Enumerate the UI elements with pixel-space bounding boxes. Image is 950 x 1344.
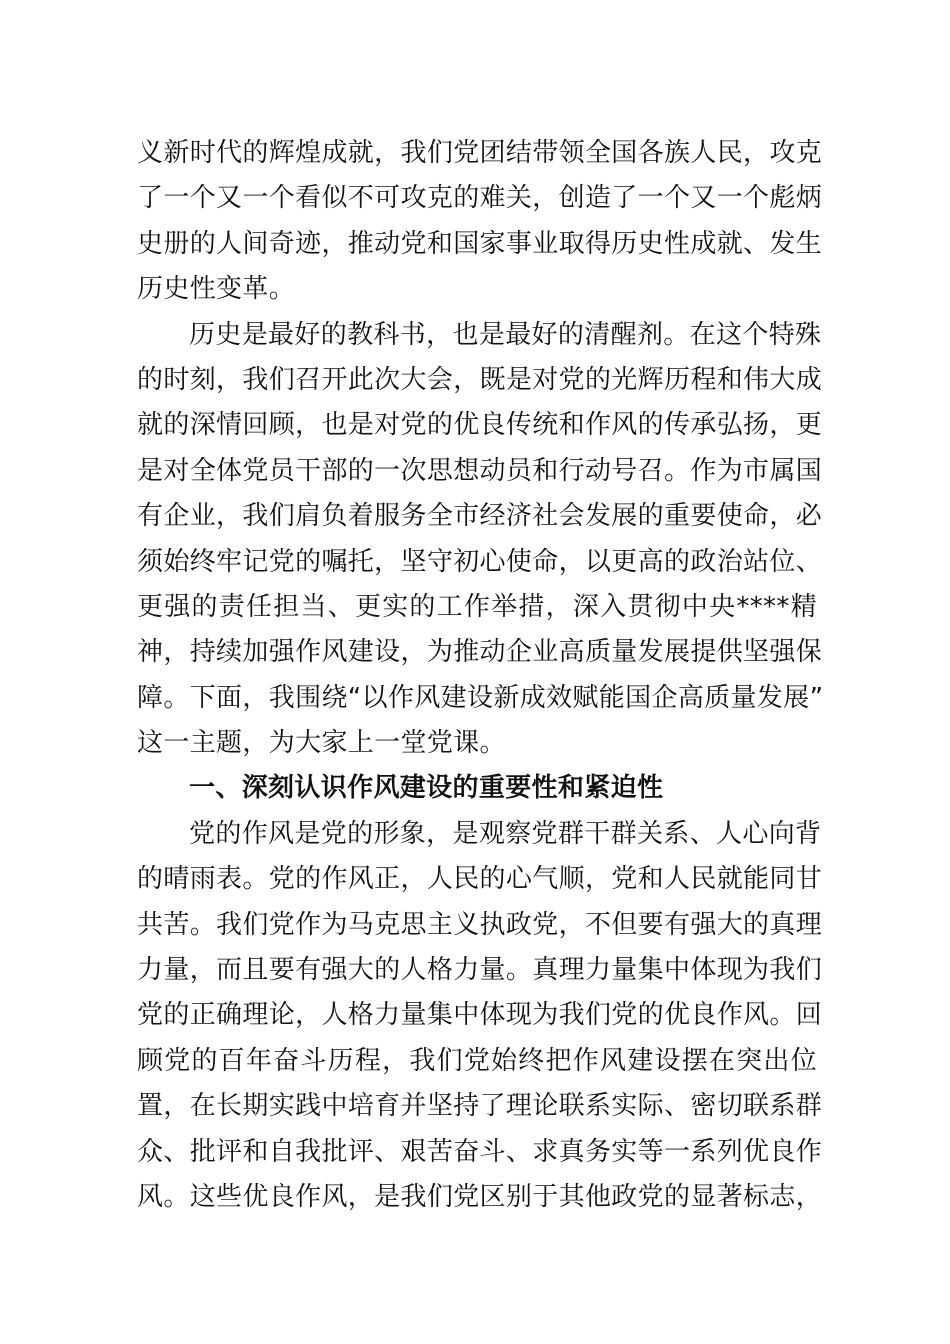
- text-line: 神，持续加强作风建设，为推动企业高质量发展提供坚强保: [137, 637, 823, 668]
- text-line: 的时刻，我们召开此次大会，既是对党的光辉历程和伟大成: [137, 364, 823, 395]
- text-line: 共苦。我们党作为马克思主义执政党，不但要有强大的真理: [137, 909, 823, 940]
- text-line: 力量，而且要有强大的人格力量。真理力量集中体现为我们: [137, 955, 823, 986]
- text-line: 有企业，我们肩负着服务全市经济社会发展的重要使命，必: [137, 501, 823, 532]
- text-line: 顾党的百年奋斗历程，我们党始终把作风建设摆在突出位: [137, 1045, 817, 1076]
- text-line: 众、批评和自我批评、艰苦奋斗、求真务实等一系列优良作: [137, 1136, 823, 1167]
- text-line: 了一个又一个看似不可攻克的难关，创造了一个又一个彪炳: [137, 183, 823, 214]
- body-text: [137, 131, 824, 1220]
- section-heading: 一、深刻认识作风建设的重要性和紧迫性: [189, 773, 664, 804]
- text-line: 置，在长期实践中培育并坚持了理论联系实际、密切联系群: [137, 1091, 823, 1122]
- text-line: 是对全体党员干部的一次思想动员和行动号召。作为市属国: [137, 455, 823, 486]
- text-line: 障。下面，我围绕“以作风建设新成效赋能国企高质量发展”: [137, 682, 824, 713]
- text-line: 风。这些优良作风，是我们党区别于其他政党的显著标志，: [137, 1181, 823, 1212]
- text-line: 史册的人间奇迹，推动党和国家事业取得历史性成就、发生: [137, 228, 823, 259]
- text-line: 须始终牢记党的嘱托，坚守初心使命，以更高的政治站位、: [137, 546, 823, 577]
- text-line: 党的作风是党的形象，是观察党群干群关系、人心向背: [189, 818, 822, 849]
- text-line: 更强的责任担当、更实的工作举措，深入贯彻中央****精: [137, 591, 817, 622]
- text-line: 的晴雨表。党的作风正，人民的心气顺，党和人民就能同甘: [137, 864, 823, 895]
- text-line: 党的正确理论，人格力量集中体现为我们党的优良作风。回: [137, 1000, 823, 1031]
- text-line: 历史是最好的教科书，也是最好的清醒剂。在这个特殊: [189, 319, 822, 350]
- text-line: 就的深情回顾，也是对党的优良传统和作风的传承弘扬，更: [137, 410, 823, 441]
- text-line: 这一主题，为大家上一堂党课。: [137, 728, 506, 759]
- text-line: 历史性变革。: [137, 274, 296, 305]
- text-line: 义新时代的辉煌成就，我们党团结带领全国各族人民，攻克: [137, 138, 823, 168]
